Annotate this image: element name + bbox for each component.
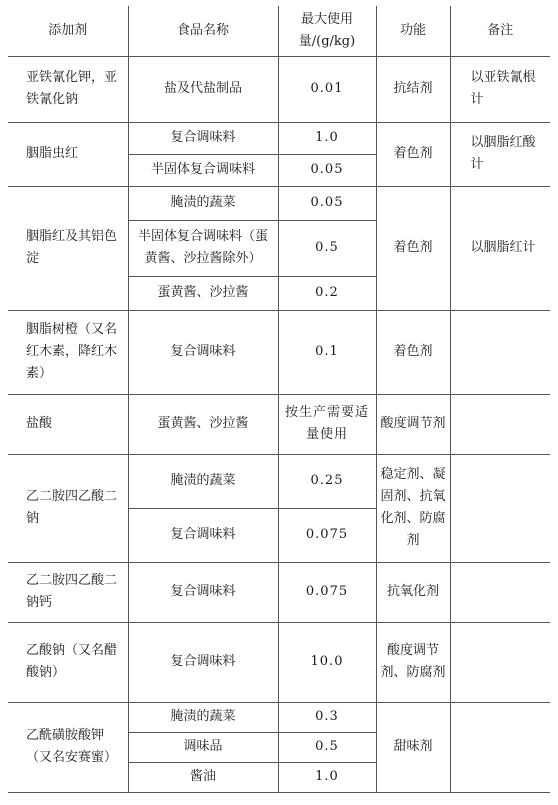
note-cell xyxy=(450,454,550,562)
additive-cell: 乙二胺四乙酸二钠 xyxy=(8,454,128,562)
food-cell: 调味品 xyxy=(128,732,278,762)
table-row xyxy=(8,186,550,220)
additive-usage-table xyxy=(8,6,550,793)
function-cell: 着色剂 xyxy=(376,186,450,310)
max-usage-cell: 0.05 xyxy=(278,154,376,186)
food-cell: 蛋黄酱、沙拉酱 xyxy=(128,394,278,454)
max-usage-cell: 按生产需要适量使用 xyxy=(278,394,376,454)
header-row xyxy=(8,6,550,56)
function-cell: 抗结剂 xyxy=(376,56,450,122)
food-cell: 复合调味料 xyxy=(128,310,278,394)
food-cell: 复合调味料 xyxy=(128,562,278,622)
max-usage-cell: 0.075 xyxy=(278,508,376,562)
food-cell: 盐及代盐制品 xyxy=(128,56,278,122)
food-cell: 半固体复合调味料（蛋黄酱、沙拉酱除外） xyxy=(128,220,278,276)
note-cell xyxy=(450,562,550,622)
food-cell: 酱油 xyxy=(128,762,278,792)
food-cell: 复合调味料 xyxy=(128,622,278,702)
additive-cell: 胭脂树橙（又名红木素，降红木素） xyxy=(8,310,128,394)
additive-cell: 胭脂虫红 xyxy=(8,122,128,186)
max-usage-cell: 0.5 xyxy=(278,220,376,276)
max-usage-cell: 0.25 xyxy=(278,454,376,508)
food-cell: 复合调味料 xyxy=(128,508,278,562)
header-note: 备注 xyxy=(450,6,550,56)
max-usage-cell: 0.075 xyxy=(278,562,376,622)
note-cell: 以胭脂红计 xyxy=(450,186,550,310)
function-cell: 酸度调节剂 xyxy=(376,394,450,454)
food-cell: 腌渍的蔬菜 xyxy=(128,702,278,732)
table-row xyxy=(8,310,550,394)
food-cell: 腌渍的蔬菜 xyxy=(128,186,278,220)
max-usage-cell: 0.3 xyxy=(278,702,376,732)
max-usage-cell: 0.5 xyxy=(278,732,376,762)
note-cell: 以胭脂红酸计 xyxy=(450,122,550,186)
food-cell: 复合调味料 xyxy=(128,122,278,154)
header-additive: 添加剂 xyxy=(8,6,128,56)
header-food-name: 食品名称 xyxy=(128,6,278,56)
max-usage-cell: 0.1 xyxy=(278,310,376,394)
max-usage-cell: 0.2 xyxy=(278,276,376,310)
additive-cell: 乙酸钠（又名醋酸钠） xyxy=(8,622,128,702)
note-cell xyxy=(450,622,550,702)
table-row xyxy=(8,56,550,122)
table-row xyxy=(8,122,550,154)
function-cell: 酸度调节剂、防腐剂 xyxy=(376,622,450,702)
food-cell: 腌渍的蔬菜 xyxy=(128,454,278,508)
food-cell: 蛋黄酱、沙拉酱 xyxy=(128,276,278,310)
additive-cell: 乙二胺四乙酸二钠钙 xyxy=(8,562,128,622)
max-usage-cell: 10.0 xyxy=(278,622,376,702)
table-row xyxy=(8,702,550,732)
table-row xyxy=(8,394,550,454)
function-cell: 着色剂 xyxy=(376,310,450,394)
additive-cell: 亚铁氰化钾，亚铁氰化钠 xyxy=(8,56,128,122)
additive-cell: 胭脂红及其铝色淀 xyxy=(8,186,128,310)
function-cell: 抗氧化剂 xyxy=(376,562,450,622)
table-row xyxy=(8,454,550,508)
note-cell xyxy=(450,702,550,792)
function-cell: 甜味剂 xyxy=(376,702,450,792)
max-usage-cell: 1.0 xyxy=(278,762,376,792)
header-max-usage: 最大使用量/(g/kg) xyxy=(278,6,376,56)
note-cell xyxy=(450,310,550,394)
food-cell: 半固体复合调味料 xyxy=(128,154,278,186)
additive-cell: 乙酰磺胺酸钾（又名安赛蜜） xyxy=(8,702,128,792)
header-function: 功能 xyxy=(376,6,450,56)
max-usage-cell: 0.05 xyxy=(278,186,376,220)
additive-cell: 盐酸 xyxy=(8,394,128,454)
note-cell xyxy=(450,394,550,454)
function-cell: 稳定剂、凝固剂、抗氧化剂、防腐剂 xyxy=(376,454,450,562)
table-row xyxy=(8,622,550,702)
max-usage-cell: 1.0 xyxy=(278,122,376,154)
note-cell: 以亚铁氰根计 xyxy=(450,56,550,122)
table-row xyxy=(8,562,550,622)
function-cell: 着色剂 xyxy=(376,122,450,186)
max-usage-cell: 0.01 xyxy=(278,56,376,122)
